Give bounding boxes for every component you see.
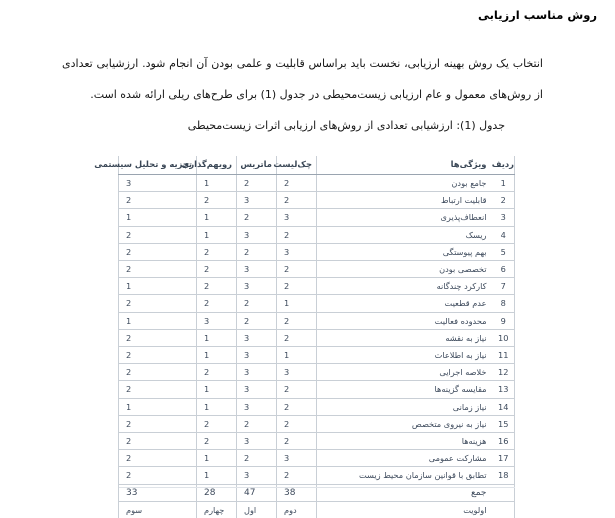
- cell-overlay: 1: [197, 450, 237, 467]
- cell-systems-analysis: 2: [119, 192, 197, 209]
- priority-matrix: اول: [237, 501, 277, 518]
- cell-feature: هزینه‌ها: [317, 433, 493, 450]
- table-row: [119, 312, 515, 329]
- cell-row-number: 5: [493, 243, 515, 260]
- cell-matrix: 2: [237, 450, 277, 467]
- table-row: [119, 398, 515, 415]
- cell-overlay: 2: [197, 192, 237, 209]
- table-caption: جدول (1): ارزشیابی تعدادی از روش‌های ارزیابی اثرات زیست‌محیطی: [187, 119, 505, 132]
- cell-matrix: 3: [237, 467, 277, 484]
- cell-row-number: 1: [493, 175, 515, 192]
- cell-matrix: 2: [237, 243, 277, 260]
- cell-row-number: 10: [493, 329, 515, 346]
- table-row: [119, 261, 515, 278]
- cell-systems-analysis: 2: [119, 243, 197, 260]
- cell-feature: خلاصه اجرایی: [317, 364, 493, 381]
- cell-feature: قابلیت ارتباط: [317, 192, 493, 209]
- table-row: [119, 329, 515, 346]
- cell-overlay: 1: [197, 329, 237, 346]
- total-label: جمع: [317, 484, 493, 501]
- cell-overlay: 1: [197, 175, 237, 192]
- table-row-priority: [119, 501, 515, 518]
- cell-systems-analysis: 2: [119, 433, 197, 450]
- cell-checklist: 1: [277, 295, 317, 312]
- column-header-features: ویژگی‌ها: [317, 156, 493, 175]
- table-row: [119, 226, 515, 243]
- cell-row-number: 15: [493, 415, 515, 432]
- table-row: [119, 278, 515, 295]
- table-row: [119, 364, 515, 381]
- cell-checklist: 2: [277, 175, 317, 192]
- cell-checklist: 2: [277, 381, 317, 398]
- priority-checklist: دوم: [277, 501, 317, 518]
- cell-overlay: 1: [197, 209, 237, 226]
- cell-checklist: 3: [277, 243, 317, 260]
- table-container: [94, 156, 515, 518]
- cell-feature: مشارکت عمومی: [317, 450, 493, 467]
- table-row: [119, 450, 515, 467]
- cell-feature: نیاز زمانی: [317, 398, 493, 415]
- total-systems-analysis: 33: [119, 484, 197, 501]
- cell-feature: کارکرد چندگانه: [317, 278, 493, 295]
- cell-systems-analysis: 1: [119, 209, 197, 226]
- cell-matrix: 3: [237, 278, 277, 295]
- cell-systems-analysis: 2: [119, 467, 197, 484]
- priority-systems-analysis: سوم: [119, 501, 197, 518]
- cell-matrix: 3: [237, 433, 277, 450]
- cell-overlay: 1: [197, 347, 237, 364]
- cell-systems-analysis: 1: [119, 278, 197, 295]
- cell-matrix: 2: [237, 295, 277, 312]
- cell-matrix: 2: [237, 415, 277, 432]
- cell-feature: نیاز به نقشه: [317, 329, 493, 346]
- cell-overlay: 2: [197, 433, 237, 450]
- table-footer: [119, 484, 515, 518]
- cell-feature: ریسک: [317, 226, 493, 243]
- cell-matrix: 3: [237, 226, 277, 243]
- cell-checklist: 3: [277, 209, 317, 226]
- cell-overlay: 2: [197, 415, 237, 432]
- cell-checklist: 2: [277, 192, 317, 209]
- table-row: [119, 295, 515, 312]
- cell-overlay: 2: [197, 278, 237, 295]
- cell-checklist: 2: [277, 312, 317, 329]
- total-matrix: 47: [237, 484, 277, 501]
- cell-feature: عدم قطعیت: [317, 295, 493, 312]
- cell-checklist: 3: [277, 450, 317, 467]
- cell-overlay: 2: [197, 261, 237, 278]
- cell-row-number: 9: [493, 312, 515, 329]
- cell-systems-analysis: 2: [119, 364, 197, 381]
- cell-checklist: 2: [277, 329, 317, 346]
- table-row: [119, 347, 515, 364]
- cell-matrix: 3: [237, 347, 277, 364]
- cell-feature: تطابق با قوانین سازمان محیط زیست: [317, 467, 493, 484]
- cell-overlay: 1: [197, 398, 237, 415]
- column-header-matrix: ماتریس: [237, 156, 277, 175]
- cell-systems-analysis: 2: [119, 226, 197, 243]
- table-row: [119, 433, 515, 450]
- assessment-methods-table: [94, 156, 515, 518]
- cell-overlay: 1: [197, 226, 237, 243]
- table-row: [119, 243, 515, 260]
- priority-row-number: [493, 501, 515, 518]
- table-row: [119, 381, 515, 398]
- cell-checklist: 2: [277, 398, 317, 415]
- table-header: [94, 156, 515, 175]
- cell-systems-analysis: 2: [119, 295, 197, 312]
- cell-checklist: 3: [277, 364, 317, 381]
- cell-overlay: 2: [197, 364, 237, 381]
- cell-checklist: 2: [277, 467, 317, 484]
- cell-feature: جامع بودن: [317, 175, 493, 192]
- cell-row-number: 8: [493, 295, 515, 312]
- cell-feature: نیاز به نیروی متخصص: [317, 415, 493, 432]
- table-row: [119, 192, 515, 209]
- cell-feature: بهم پیوستگی: [317, 243, 493, 260]
- page-title: روش مناسب ارزیابی: [477, 8, 597, 22]
- total-overlay: 28: [197, 484, 237, 501]
- priority-label: اولویت: [317, 501, 493, 518]
- column-header-row-number: ردیف: [493, 156, 515, 175]
- cell-row-number: 3: [493, 209, 515, 226]
- cell-row-number: 18: [493, 467, 515, 484]
- cell-checklist: 2: [277, 415, 317, 432]
- cell-checklist: 2: [277, 226, 317, 243]
- body-paragraph: انتخاب یک روش بهینه ارزیابی، نخست باید براساس قابلیت و علمی بودن آن انجام شود. ارزشیابی تعدادی از روش‌های معمول و عام ارزیابی زیست‌محیطی در جدول (1) برای طرح‌های ریلی ارائه شده است.: [62, 57, 543, 101]
- cell-checklist: 2: [277, 261, 317, 278]
- cell-systems-analysis: 1: [119, 312, 197, 329]
- cell-systems-analysis: 2: [119, 415, 197, 432]
- cell-matrix: 2: [237, 312, 277, 329]
- cell-checklist: 2: [277, 433, 317, 450]
- column-header-checklist: چک‌لیست: [277, 156, 317, 175]
- cell-row-number: 12: [493, 364, 515, 381]
- cell-row-number: 2: [493, 192, 515, 209]
- cell-systems-analysis: 2: [119, 450, 197, 467]
- cell-matrix: 2: [237, 175, 277, 192]
- table-row: [119, 415, 515, 432]
- cell-feature: مقایسه گزینه‌ها: [317, 381, 493, 398]
- cell-overlay: 3: [197, 312, 237, 329]
- cell-overlay: 2: [197, 295, 237, 312]
- cell-row-number: 6: [493, 261, 515, 278]
- cell-checklist: 2: [277, 278, 317, 295]
- table-row: [119, 209, 515, 226]
- cell-row-number: 7: [493, 278, 515, 295]
- cell-systems-analysis: 2: [119, 261, 197, 278]
- cell-overlay: 1: [197, 467, 237, 484]
- cell-matrix: 3: [237, 329, 277, 346]
- cell-row-number: 11: [493, 347, 515, 364]
- table-header-row: [119, 156, 515, 175]
- cell-row-number: 16: [493, 433, 515, 450]
- cell-feature: محدوده فعالیت: [317, 312, 493, 329]
- table-row: [119, 467, 515, 484]
- cell-checklist: 1: [277, 347, 317, 364]
- cell-matrix: 3: [237, 261, 277, 278]
- cell-systems-analysis: 2: [119, 329, 197, 346]
- cell-matrix: 2: [237, 209, 277, 226]
- cell-matrix: 3: [237, 364, 277, 381]
- cell-systems-analysis: 2: [119, 347, 197, 364]
- cell-row-number: 4: [493, 226, 515, 243]
- priority-overlay: چهارم: [197, 501, 237, 518]
- cell-systems-analysis: 3: [119, 175, 197, 192]
- cell-systems-analysis: 2: [119, 381, 197, 398]
- table-row: [119, 175, 515, 192]
- cell-overlay: 1: [197, 381, 237, 398]
- cell-row-number: 17: [493, 450, 515, 467]
- cell-feature: تخصصی بودن: [317, 261, 493, 278]
- column-header-systems-analysis: تجزیه و تحلیل سیستمی: [119, 156, 197, 175]
- cell-feature: انعطاف‌پذیری: [317, 209, 493, 226]
- cell-row-number: 13: [493, 381, 515, 398]
- total-checklist: 38: [277, 484, 317, 501]
- cell-overlay: 2: [197, 243, 237, 260]
- table-bottom-rule: [119, 487, 515, 488]
- cell-row-number: 14: [493, 398, 515, 415]
- cell-systems-analysis: 1: [119, 398, 197, 415]
- table-body: [119, 175, 515, 485]
- cell-feature: نیاز به اطلاعات: [317, 347, 493, 364]
- cell-matrix: 3: [237, 192, 277, 209]
- cell-matrix: 3: [237, 381, 277, 398]
- column-header-overlay: رویهم‌گذاری: [197, 156, 237, 175]
- cell-matrix: 3: [237, 398, 277, 415]
